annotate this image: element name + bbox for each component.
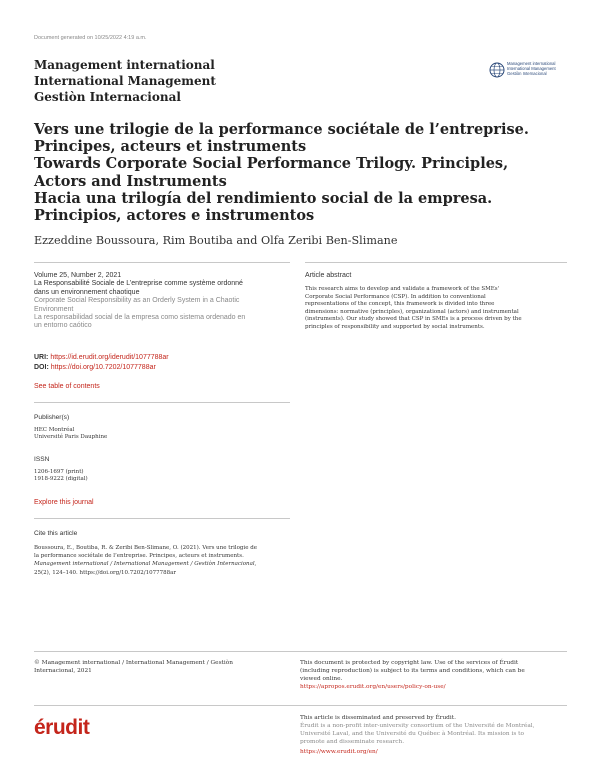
table-of-contents-link[interactable]: See table of contents: [34, 383, 100, 390]
generated-notice: Document generated on 10/25/2022 4:19 a.m.: [34, 35, 147, 41]
journal-name-line: Gestiòn Internacional: [34, 90, 181, 104]
theme-en: Corporate Social Responsibility as an Orderly System in a Chaotic: [34, 297, 240, 305]
journal-name: [34, 57, 216, 105]
citation-text: [34, 544, 290, 577]
abstract-line: (instruments). Our study showed that CSP in SMEs is a process driven by the: [305, 316, 522, 322]
logo-text-line: Gestiòn Internacional: [507, 71, 547, 76]
dissemination-line: promote and disseminate research.: [300, 739, 405, 745]
cite-label: Cite this article: [34, 530, 78, 537]
rights-line: viewed online.: [300, 676, 343, 682]
authors: Ezzeddine Boussoura, Rim Boutiba and Olfa Zeribi Ben-Slimane: [34, 234, 398, 247]
rights-line: This document is protected by copyright law. Use of the services of Érudit: [300, 660, 519, 666]
title-line: Vers une trilogie de la performance sociétale de l’entreprise.: [34, 121, 529, 138]
issue-info: [34, 272, 292, 331]
abstract-label: Article abstract: [305, 272, 352, 279]
uri-label: URI:: [34, 354, 49, 361]
citation-line: la performance sociétale de l’entreprise. Principes, acteurs et instruments.: [34, 553, 244, 560]
dissemination-line: Université Laval, and the Université du Québec à Montréal. Its mission is to: [300, 731, 524, 737]
identifiers: [34, 353, 169, 373]
publisher-section: [34, 413, 290, 441]
cite-section: [34, 529, 290, 577]
dissemination-title: This article is disseminated and preserved by Érudit.: [300, 715, 456, 721]
divider: [34, 705, 567, 706]
issn-values: [34, 469, 290, 483]
divider: [305, 262, 567, 263]
citation-line: 25(2), 124–140. https://doi.org/10.7202/1077788ar: [34, 569, 177, 576]
copyright: [34, 659, 274, 675]
title-line: Towards Corporate Social Performance Trilogy. Principles,: [34, 155, 509, 173]
journal-name-line: Management international: [34, 58, 215, 72]
issn-value: 1918-9222 (digital): [34, 476, 88, 482]
divider: [34, 262, 290, 263]
copyright-line: © Management international / International Management / Gestiòn: [34, 660, 233, 666]
theme-es: La responsabilidad social de la empresa como sistema ordenado en: [34, 314, 246, 322]
erudit-logo: érudit: [34, 716, 90, 739]
issn-label: ISSN: [34, 456, 50, 463]
doi-row: [34, 363, 169, 373]
issn-section: [34, 455, 290, 483]
theme-fr: dans un environnement chaotique: [34, 288, 140, 296]
logo-text-line: Management international: [507, 61, 556, 66]
policy-link[interactable]: https://apropos.erudit.org/en/users/policy-on-use/: [300, 684, 446, 690]
abstract-line: Corporate Social Performance (CSP). In addition to conventional: [305, 293, 486, 300]
dissemination-notice: [300, 714, 570, 756]
title-line: Principios, actores e instrumentos: [34, 207, 315, 225]
publisher-label: Publisher(s): [34, 414, 70, 421]
publisher-name: Université Paris Dauphine: [34, 434, 108, 440]
abstract-line: This research aims to develop and validate a framework of the SMEs': [305, 286, 500, 292]
rights-line: (including reproduction) is subject to its terms and conditions, which can be: [300, 668, 525, 674]
article-titles: [34, 121, 554, 224]
abstract-line: dimensions: normative (principles), organizational (actors) and instrumental: [305, 308, 519, 315]
publisher-names: [34, 427, 290, 441]
logo-text-line: International Management: [507, 66, 556, 71]
title-line: Principes, acteurs et instruments: [34, 138, 307, 156]
copyright-line: Internacional, 2021: [34, 668, 92, 674]
globe-icon: [489, 62, 505, 78]
doi-label: DOI:: [34, 364, 49, 371]
dissemination-line: Érudit is a non-profit inter-university consortium of the Université de Montréal,: [300, 723, 535, 729]
journal-name-line: International Management: [34, 74, 216, 88]
uri-link[interactable]: https://id.erudit.org/iderudit/1077788ar: [50, 354, 169, 361]
citation-line: Boussoura, E., Boutiba, R. & Zeribi Ben-Slimane, O. (2021). Vers une trilogie de: [34, 545, 257, 551]
volume: Volume 25, Number 2, 2021: [34, 272, 122, 279]
erudit-site-link[interactable]: https://www.erudit.org/en/: [300, 749, 378, 755]
theme-fr: La Responsabilité Sociale de L’entreprise comme système ordonné: [34, 280, 243, 288]
explore-journal-link[interactable]: Explore this journal: [34, 499, 94, 506]
uri-row: [34, 353, 169, 363]
logo-text: [507, 61, 556, 76]
divider: [34, 651, 567, 652]
abstract-text: [305, 286, 567, 331]
citation-line: Management international / International Management / Gestiòn Internacional,: [34, 561, 257, 568]
divider: [34, 518, 290, 519]
title-line: Actors and Instruments: [34, 172, 227, 190]
divider: [34, 402, 290, 403]
journal-logo: [488, 60, 578, 82]
rights-notice: [300, 659, 570, 691]
abstract-line: principles of responsibility and supported by social instruments.: [305, 323, 485, 330]
title-line: Hacia una trilogía del rendimiento social de la empresa.: [34, 189, 493, 207]
doi-link[interactable]: https://doi.org/10.7202/1077788ar: [50, 364, 156, 371]
theme-en: Environment: [34, 305, 74, 313]
issn-value: 1206-1697 (print): [34, 469, 84, 475]
publisher-name: HEC Montréal: [34, 427, 75, 433]
theme-es: un entorno caótico: [34, 322, 92, 330]
abstract-line: representations of the concept, this framework is divided into three: [305, 301, 495, 307]
